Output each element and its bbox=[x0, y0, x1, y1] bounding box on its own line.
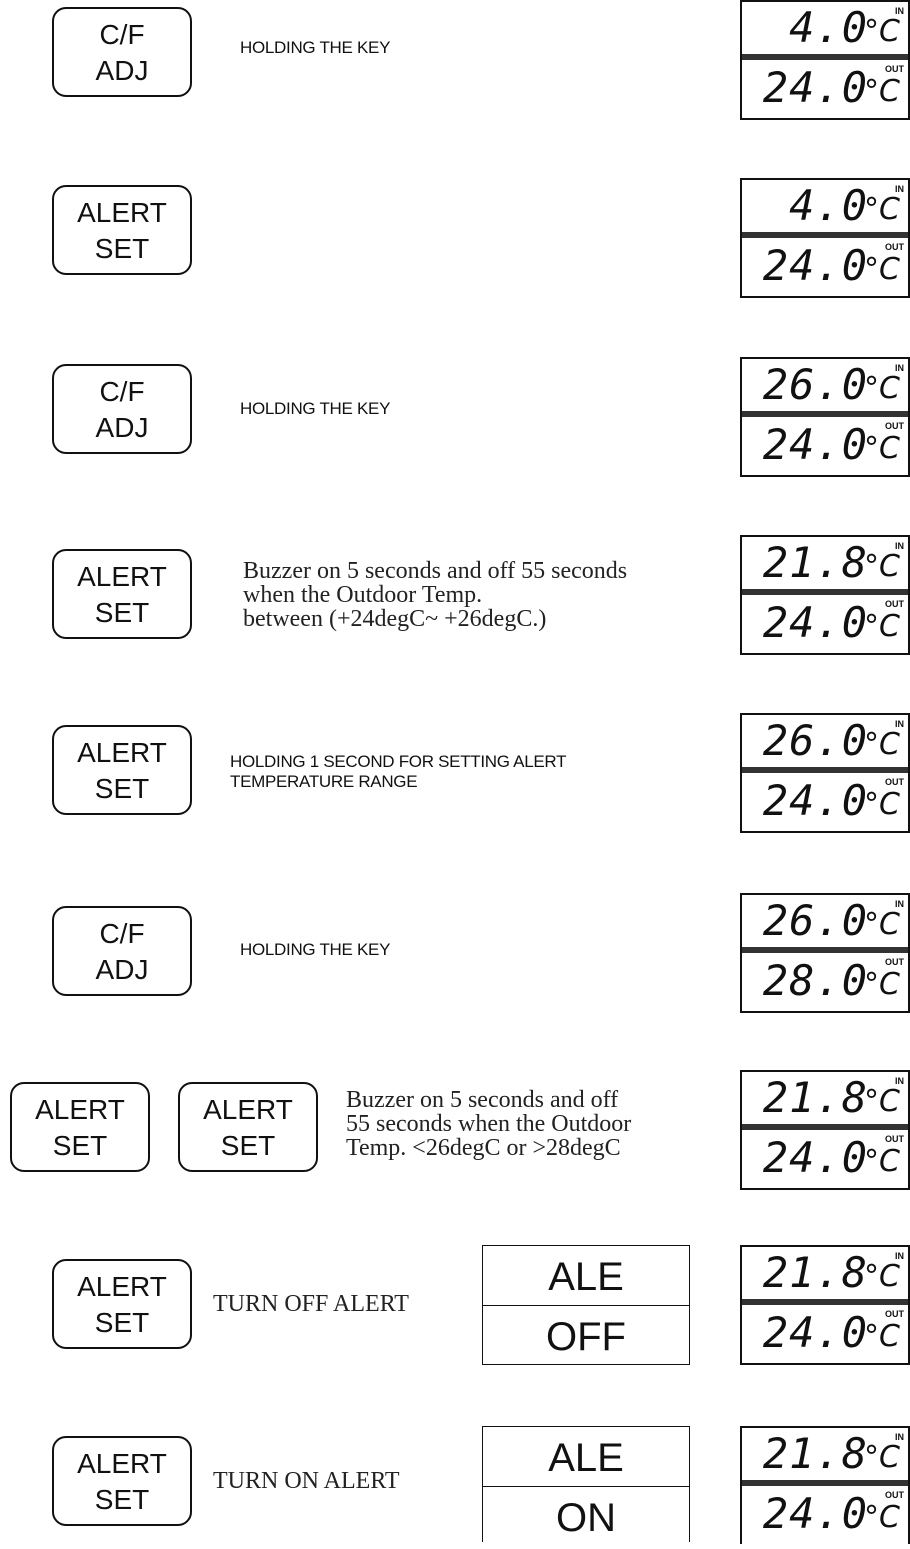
lcd-divider bbox=[742, 54, 908, 60]
outdoor-temp: 24.0 bbox=[762, 598, 868, 647]
lcd-divider bbox=[742, 947, 908, 953]
step-2 bbox=[0, 178, 904, 298]
key-line-2: SET bbox=[94, 233, 150, 264]
key-line-2: ADJ bbox=[95, 954, 149, 985]
message-bottom: ON bbox=[556, 1496, 616, 1540]
celsius-unit: °C bbox=[864, 1500, 900, 1535]
celsius-unit: °C bbox=[864, 1259, 900, 1294]
step-caption bbox=[346, 1088, 631, 1160]
alert-set-key[interactable] bbox=[52, 185, 192, 275]
indoor-temp: 21.8 bbox=[762, 1248, 868, 1297]
out-label: OUT bbox=[885, 1134, 904, 1144]
message-top: ALE bbox=[483, 1246, 689, 1306]
caption-line: Buzzer on 5 seconds and off 55 seconds bbox=[243, 558, 628, 584]
caption-line: HOLDING 1 SECOND FOR SETTING ALERT bbox=[230, 752, 567, 771]
indoor-temp: 4.0 bbox=[789, 3, 868, 52]
out-label: OUT bbox=[885, 421, 904, 431]
lcd-display bbox=[740, 893, 910, 1013]
key-line-1: ALERT bbox=[35, 1094, 125, 1125]
lcd-divider bbox=[742, 1299, 908, 1305]
caption-line: TEMPERATURE RANGE bbox=[230, 772, 418, 791]
step-caption: HOLDING THE KEY bbox=[240, 38, 391, 57]
caption-line: 55 seconds when the Outdoor bbox=[346, 1111, 632, 1137]
indoor-temp: 26.0 bbox=[762, 716, 868, 765]
outdoor-temp: 24.0 bbox=[762, 63, 868, 112]
cf-adj-key[interactable] bbox=[52, 364, 192, 454]
in-label: IN bbox=[895, 1251, 904, 1261]
step-caption bbox=[243, 559, 627, 631]
celsius-unit: °C bbox=[864, 14, 900, 49]
indoor-temp: 21.8 bbox=[762, 1429, 868, 1478]
out-label: OUT bbox=[885, 242, 904, 252]
key-line-2: SET bbox=[220, 1130, 276, 1161]
key-line-2: ADJ bbox=[95, 412, 149, 443]
lcd-display bbox=[740, 357, 910, 477]
alert-message-box bbox=[482, 1426, 690, 1542]
lcd-divider bbox=[742, 589, 908, 595]
outdoor-temp: 24.0 bbox=[762, 1489, 868, 1538]
celsius-unit: °C bbox=[864, 1084, 900, 1119]
celsius-unit: °C bbox=[864, 1440, 900, 1475]
lcd-display bbox=[740, 713, 910, 833]
step-8 bbox=[0, 1245, 904, 1365]
step-5 bbox=[0, 713, 904, 833]
lcd-display bbox=[740, 1426, 910, 1544]
in-label: IN bbox=[895, 184, 904, 194]
lcd-display bbox=[740, 178, 910, 298]
celsius-unit: °C bbox=[864, 252, 900, 287]
indoor-temp: 26.0 bbox=[762, 360, 868, 409]
step-caption: HOLDING THE KEY bbox=[240, 399, 391, 418]
outdoor-temp: 24.0 bbox=[762, 776, 868, 825]
out-label: OUT bbox=[885, 599, 904, 609]
lcd-display bbox=[740, 0, 910, 120]
key-line-1: C/F bbox=[99, 376, 145, 407]
caption-line: when the Outdoor Temp. bbox=[243, 582, 483, 608]
key-line-2: SET bbox=[94, 1484, 150, 1515]
step-7 bbox=[0, 1070, 904, 1190]
key-line-1: ALERT bbox=[77, 197, 167, 228]
celsius-unit: °C bbox=[864, 549, 900, 584]
outdoor-temp: 24.0 bbox=[762, 420, 868, 469]
celsius-unit: °C bbox=[864, 967, 900, 1002]
key-line-1: ALERT bbox=[77, 1448, 167, 1479]
indoor-temp: 4.0 bbox=[789, 181, 868, 230]
alert-set-key[interactable] bbox=[52, 1259, 192, 1349]
celsius-unit: °C bbox=[864, 907, 900, 942]
celsius-unit: °C bbox=[864, 1144, 900, 1179]
step-caption: TURN OFF ALERT bbox=[213, 1291, 409, 1317]
caption-line: Temp. <26degC or >28degC bbox=[346, 1135, 621, 1161]
lcd-divider bbox=[742, 1480, 908, 1486]
step-3 bbox=[0, 357, 904, 477]
in-label: IN bbox=[895, 6, 904, 16]
out-label: OUT bbox=[885, 957, 904, 967]
celsius-unit: °C bbox=[864, 609, 900, 644]
lcd-display bbox=[740, 1245, 910, 1365]
celsius-unit: °C bbox=[864, 787, 900, 822]
celsius-unit: °C bbox=[864, 371, 900, 406]
alert-message-box bbox=[482, 1245, 690, 1365]
outdoor-temp: 24.0 bbox=[762, 1308, 868, 1357]
step-1 bbox=[0, 0, 904, 120]
cf-adj-key[interactable] bbox=[52, 7, 192, 97]
key-line-2: SET bbox=[94, 1307, 150, 1338]
step-6 bbox=[0, 893, 904, 1013]
key-line-2: SET bbox=[52, 1130, 108, 1161]
out-label: OUT bbox=[885, 1490, 904, 1500]
lcd-divider bbox=[742, 411, 908, 417]
in-label: IN bbox=[895, 1076, 904, 1086]
key-line-1: C/F bbox=[99, 19, 145, 50]
alert-set-key-second[interactable] bbox=[178, 1082, 318, 1172]
key-line-2: ADJ bbox=[95, 55, 149, 86]
celsius-unit: °C bbox=[864, 192, 900, 227]
key-line-1: C/F bbox=[99, 918, 145, 949]
alert-set-key[interactable] bbox=[52, 725, 192, 815]
key-line-1: ALERT bbox=[77, 737, 167, 768]
key-line-1: ALERT bbox=[77, 1271, 167, 1302]
lcd-divider bbox=[742, 232, 908, 238]
step-4 bbox=[0, 535, 904, 655]
alert-set-key[interactable] bbox=[52, 1436, 192, 1526]
out-label: OUT bbox=[885, 1309, 904, 1319]
in-label: IN bbox=[895, 899, 904, 909]
outdoor-temp: 24.0 bbox=[762, 1133, 868, 1182]
in-label: IN bbox=[895, 719, 904, 729]
outdoor-temp: 24.0 bbox=[762, 241, 868, 290]
step-9 bbox=[0, 1424, 904, 1544]
alert-set-key[interactable] bbox=[10, 1082, 150, 1172]
message-bottom: OFF bbox=[546, 1315, 626, 1359]
alert-set-key[interactable] bbox=[52, 549, 192, 639]
key-line-2: SET bbox=[94, 597, 150, 628]
step-caption: TURN ON ALERT bbox=[213, 1468, 400, 1494]
outdoor-temp: 28.0 bbox=[762, 956, 868, 1005]
key-line-2: SET bbox=[94, 773, 150, 804]
indoor-temp: 21.8 bbox=[762, 1073, 868, 1122]
celsius-unit: °C bbox=[864, 431, 900, 466]
caption-line: Buzzer on 5 seconds and off bbox=[346, 1087, 619, 1113]
lcd-divider bbox=[742, 767, 908, 773]
key-line-1: ALERT bbox=[77, 561, 167, 592]
in-label: IN bbox=[895, 1432, 904, 1442]
caption-line: between (+24degC~ +26degC.) bbox=[243, 606, 547, 632]
lcd-display bbox=[740, 535, 910, 655]
indoor-temp: 21.8 bbox=[762, 538, 868, 587]
celsius-unit: °C bbox=[864, 727, 900, 762]
step-caption: HOLDING THE KEY bbox=[240, 940, 391, 959]
message-top: ALE bbox=[483, 1427, 689, 1487]
indoor-temp: 26.0 bbox=[762, 896, 868, 945]
in-label: IN bbox=[895, 541, 904, 551]
cf-adj-key[interactable] bbox=[52, 906, 192, 996]
out-label: OUT bbox=[885, 64, 904, 74]
step-caption bbox=[230, 752, 566, 792]
lcd-display bbox=[740, 1070, 910, 1190]
celsius-unit: °C bbox=[864, 1319, 900, 1354]
lcd-divider bbox=[742, 1124, 908, 1130]
in-label: IN bbox=[895, 363, 904, 373]
out-label: OUT bbox=[885, 777, 904, 787]
celsius-unit: °C bbox=[864, 74, 900, 109]
key-line-1: ALERT bbox=[203, 1094, 293, 1125]
